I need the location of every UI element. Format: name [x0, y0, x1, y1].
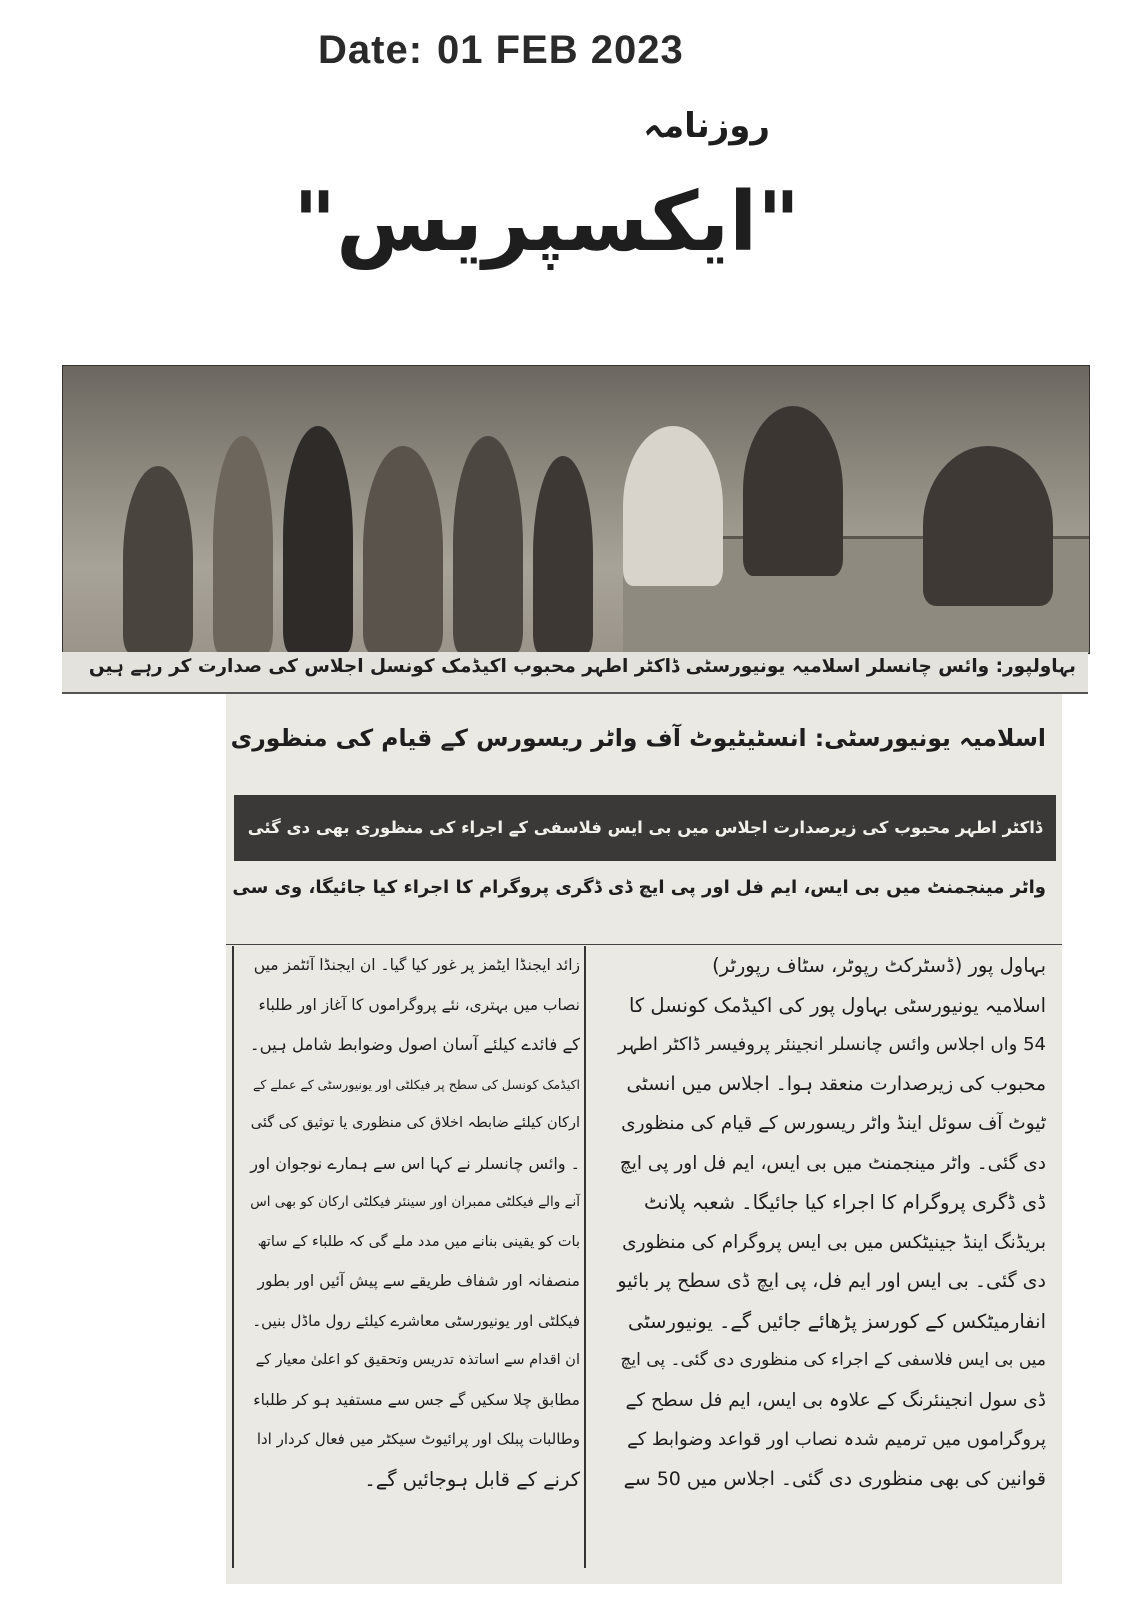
column-left [232, 946, 586, 1568]
text-line: انفارمیٹکس کے کورسز پڑھائے جائیں گے۔ یونیورسٹی [627, 1309, 1046, 1333]
text-line: بہاول پور (ڈسٹرکٹ رپوٹر، سٹاف رپورٹر) [712, 954, 1046, 977]
text-line: منصفانہ اور شفاف طریقے سے پیش آئیں اور بطور [257, 1272, 580, 1290]
divider [226, 944, 1062, 945]
text-line: قوانین کی بھی منظوری دی گئی۔ اجلاس میں 50 سے [623, 1467, 1046, 1490]
text-line: میں بی ایس فلاسفی کے اجراء کی منظوری دی گئی۔ پی ایچ [620, 1350, 1046, 1370]
text-line: آنے والے فیکلٹی ممبران اور سینئر فیکلٹی ارکان کو بھی اس [250, 1194, 580, 1210]
text-line: بریڈنگ اینڈ جینیٹکس میں بی ایس پروگرام کی منظوری [622, 1231, 1046, 1253]
date-stamp-value: 01 FEB 2023 [437, 28, 684, 72]
headline: اسلامیہ یونیورسٹی: انسٹیٹیوٹ آف واٹر ریسورس کے قیام کی منظوری [230, 724, 1046, 752]
text-line: فیکلٹی اور یونیورسٹی معاشرے کیلئے رول ماڈل بنیں۔ [252, 1311, 580, 1330]
date-stamp [318, 28, 698, 73]
text-line: ڈی ڈگری پروگرام کا اجراء کیا جائیگا۔ شعبہ پلانٹ [644, 1191, 1046, 1214]
date-stamp-label: Date: [318, 28, 424, 72]
highlight-bar [234, 795, 1056, 861]
subheadline: واٹر مینجمنٹ میں بی ایس، ایم فل اور پی ایچ ڈی ڈگری پروگرام کا اجراء کیا جائیگا، وی سی [232, 877, 1046, 898]
text-line: ارکان کیلئے ضابطہ اخلاق کی منظوری یا توثیق کی گئی [250, 1115, 580, 1131]
text-line: ڈی سول انجینئرنگ کے علاوہ بی ایس، ایم فل سطح کے [625, 1389, 1046, 1411]
masthead-prefix: روزنامہ [643, 106, 770, 146]
highlight-text: ڈاکٹر اطہر محبوب کی زیرصدارت اجلاس میں بی ایس فلاسفی کے اجراء کی منظوری بھی دی گئی [247, 818, 1043, 837]
photo-caption: بہاولپور: وائس چانسلر اسلامیہ یونیورسٹی ڈاکٹر اطہر محبوب اکیڈمک کونسل اجلاس کی صدارت کر رہے ہیں [88, 656, 1076, 677]
text-line: کے فائدے کیلئے آسان اصول وضوابط شامل ہیں۔ [249, 1035, 580, 1054]
text-line: دی گئی۔ بی ایس اور ایم فل، پی ایچ ڈی سطح پر بائیو [617, 1270, 1046, 1292]
text-line: زائد ایجنڈا ایٹمز پر غور کیا گیا۔ ان ایجنڈا آئٹمز میں [253, 956, 580, 974]
text-line: محبوب کی زیرصدارت منعقد ہوا۔ اجلاس میں انسٹی [626, 1072, 1046, 1095]
text-line: نصاب میں بہتری، نئے پروگراموں کا آغاز اور طلباء [258, 995, 580, 1014]
newspaper-masthead [293, 105, 800, 325]
text-line: اسلامیہ یونیورسٹی بہاول پور کی اکیڈمک کونسل کا [628, 993, 1046, 1017]
text-line: پروگراموں میں ترمیم شدہ نصاب اور قواعد وضوابط کے [627, 1429, 1046, 1450]
text-line: وطالبات پبلک اور پرائیوٹ سیکٹر میں فعال کردار ادا [256, 1430, 580, 1448]
text-line: ۔ وائس چانسلر نے کہا اس سے ہمارے نوجوان اور [250, 1153, 580, 1173]
text-line: 54 واں اجلاس وائس چانسلر انجینئر پروفیسر ڈاکٹر اطہر [618, 1034, 1046, 1055]
column-right [596, 946, 1046, 1499]
text-line: اکیڈمک کونسل کی سطح پر فیکلٹی اور یونیورسٹی کے عملے کے [253, 1076, 580, 1092]
text-line: دی گئی۔ واٹر مینجمنٹ میں بی ایس، ایم فل اور پی ایچ [619, 1152, 1046, 1174]
text-line: مطابق چلا سکیں گے جس سے مستفید ہو کر طلباء [253, 1390, 580, 1409]
news-story [226, 694, 1062, 1584]
text-line: ان اقدام سے اساتذہ تدریس وتحقیق کو اعلیٰ معیار کے [255, 1352, 580, 1368]
text-line: بات کو یقینی بنانے میں مدد ملے گی کہ طلباء کے ساتھ [257, 1233, 580, 1250]
masthead-name: "ایکسپریس" [293, 175, 800, 270]
news-photo [62, 365, 1090, 654]
photo-caption-strip [62, 652, 1088, 694]
text-line: ٹیوٹ آف سوئل اینڈ واٹر ریسورس کے قیام کی منظوری [621, 1113, 1046, 1134]
text-line: کرنے کے قابل ہوجائیں گے۔ [364, 1467, 580, 1491]
